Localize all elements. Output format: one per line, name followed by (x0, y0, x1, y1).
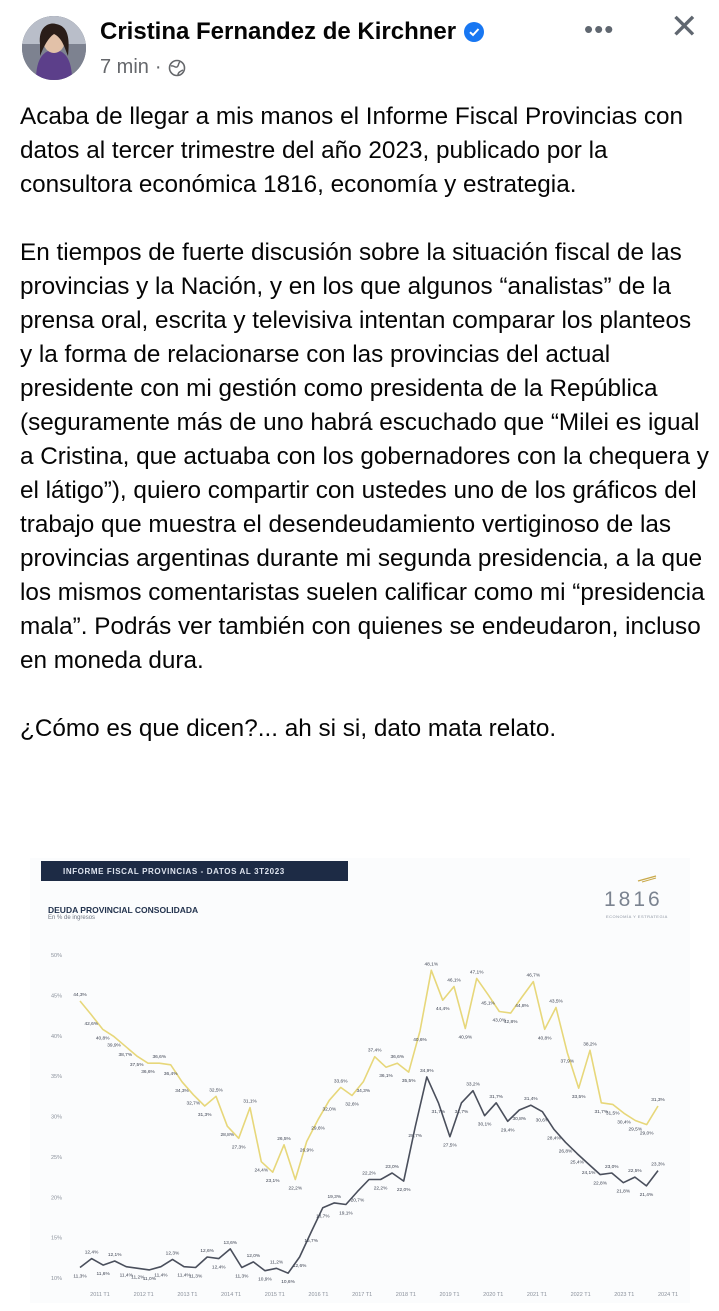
post-time[interactable]: 7 min (100, 56, 149, 78)
data-label: 31,7% (454, 1109, 469, 1115)
data-label: 36,6% (152, 1055, 167, 1061)
data-label: 29,4% (500, 1128, 515, 1134)
data-label: 32,0% (322, 1107, 337, 1113)
x-tick-label: 2020 T1 (483, 1292, 504, 1298)
author-name-text[interactable]: Cristina Fernandez de Kirchner (100, 18, 457, 45)
data-label: 28,8% (220, 1133, 235, 1139)
x-tick-label: 2019 T1 (439, 1292, 460, 1298)
data-label: 36,6% (141, 1070, 155, 1076)
data-label: 23,0% (385, 1165, 399, 1171)
data-label: 47,1% (469, 970, 484, 976)
data-label: 26,9% (299, 1148, 314, 1154)
data-label: 43,5% (549, 999, 563, 1005)
data-label: 19,3% (327, 1194, 342, 1200)
data-label: 11,3% (188, 1274, 203, 1280)
y-tick-label: 10% (50, 1276, 62, 1282)
data-label: 31,5% (605, 1111, 620, 1117)
x-tick-label: 2023 T1 (614, 1292, 635, 1298)
data-label: 29,6% (311, 1126, 325, 1132)
author-avatar[interactable] (22, 16, 86, 80)
data-label: 25,4% (570, 1160, 584, 1166)
data-label: 40,6% (413, 1037, 427, 1043)
data-label: 28,4% (547, 1136, 561, 1142)
author-name[interactable] (100, 18, 484, 46)
x-tick-label: 2014 T1 (221, 1292, 242, 1298)
data-label: 44,3% (73, 993, 87, 999)
post-meta (100, 56, 186, 79)
y-tick-label: 15% (50, 1235, 62, 1242)
data-label: 22,2% (362, 1171, 376, 1177)
data-label: 46,1% (447, 978, 461, 984)
data-label: 23,1% (265, 1179, 280, 1185)
data-label: 11,4% (154, 1273, 168, 1279)
data-label: 40,8% (537, 1036, 552, 1042)
data-label: 15,7% (304, 1238, 319, 1244)
data-label: 34,3% (356, 1088, 371, 1094)
data-label: 18,7% (315, 1214, 330, 1220)
data-label: 33,5% (571, 1095, 586, 1101)
data-label: 33,2% (466, 1082, 480, 1088)
data-label: 30,8% (512, 1117, 527, 1123)
data-label: 26,8% (558, 1149, 573, 1155)
data-label: 38,7% (118, 1053, 133, 1059)
data-label: 22,8% (593, 1181, 608, 1187)
data-label: 26,5% (277, 1136, 291, 1142)
data-label: 20,7% (350, 1198, 365, 1204)
x-tick-label: 2018 T1 (395, 1292, 416, 1298)
data-label: 46,7% (526, 973, 541, 979)
data-label: 36,6% (390, 1055, 405, 1061)
y-tick-label: 50% (50, 953, 62, 959)
data-label: 40,9% (458, 1035, 473, 1041)
data-label: 29,0% (639, 1131, 654, 1137)
y-tick-label: 25% (50, 1154, 62, 1161)
chart-title: DEUDA PROVINCIAL CONSOLIDADA (48, 905, 199, 915)
data-label: 11,3% (73, 1274, 87, 1280)
data-label: 11,6% (96, 1272, 110, 1278)
data-label: 34,9% (419, 1068, 434, 1074)
post-header (0, 0, 719, 92)
data-label: 45,1% (481, 1001, 495, 1007)
data-label: 37,9% (560, 1059, 575, 1065)
data-label: 37,4% (367, 1048, 382, 1054)
close-button[interactable]: ✕ (670, 8, 699, 46)
data-label: 21,8% (616, 1189, 631, 1195)
data-label: 22,0% (396, 1188, 411, 1194)
data-label: 31,4% (524, 1097, 538, 1103)
data-label: 22,2% (288, 1186, 303, 1192)
y-tick-label: 45% (50, 993, 62, 1000)
verified-badge-icon (464, 22, 484, 42)
data-label: 30,6% (535, 1118, 550, 1124)
data-label: 33,6% (333, 1079, 348, 1085)
post-paragraph: En tiempos de fuerte discusión sobre la situación fiscal de las provincias y la Nación, y en los que algunos “analistas” de la prensa oral, escrita y televisiva intentan comparar los planteos y la forma de relacionarse con las provincias del actual presidente con mi gestión como presidenta de la República (seguramente más de uno habrá escuchado que “Milei es igual a Cristina, que actuaba con los gobernadores con la chequera y el látigo”), quiero compartir con ustedes uno de los gráficos del trabajo que muestra el desendeudamiento vertiginoso de las provincias argentinas durante mi segunda presidencia, a la que los mismos comentaristas suelen calificar como mi “presidencia mala”. Podrás ver también con quienes se endeudaron, incluso en moneda dura. (20, 239, 709, 674)
data-label: 12,4% (84, 1250, 99, 1256)
x-tick-label: 2012 T1 (133, 1292, 154, 1298)
data-label: 10,6% (281, 1280, 295, 1286)
data-label: 24,4% (254, 1168, 269, 1174)
data-label: 19,1% (339, 1211, 353, 1217)
x-tick-label: 2015 T1 (264, 1292, 285, 1298)
data-label: 11,4% (119, 1273, 133, 1279)
data-label: 28,7% (408, 1133, 423, 1139)
x-tick-label: 2011 T1 (90, 1292, 110, 1298)
data-label: 31,3% (651, 1098, 665, 1104)
meta-separator: · (154, 56, 162, 78)
data-label: 12,6% (200, 1249, 214, 1255)
x-tick-label: 2013 T1 (177, 1292, 198, 1298)
data-label: 11,2% (131, 1275, 145, 1281)
data-label: 11,3% (235, 1274, 249, 1280)
data-label: 27,5% (443, 1143, 457, 1149)
post-body (20, 100, 710, 780)
x-tick-label: 2017 T1 (352, 1292, 373, 1298)
data-label: 12,3% (165, 1251, 180, 1257)
x-tick-label: 2021 T1 (526, 1292, 547, 1298)
data-label: 31,3% (197, 1113, 212, 1119)
chart-subtitle: En % de ingresos (48, 915, 96, 921)
post-image-chart[interactable] (30, 858, 690, 1303)
data-label: 42,6% (84, 1021, 99, 1027)
globe-icon (168, 59, 186, 77)
data-label: 40,8% (95, 1036, 110, 1042)
data-label: 31,1% (243, 1099, 257, 1105)
data-label: 38,2% (583, 1042, 597, 1048)
chart-logo: 1816 (604, 888, 663, 911)
data-label: 24,1% (581, 1171, 596, 1177)
data-label: 21,4% (639, 1192, 654, 1198)
data-label: 31,7% (489, 1094, 503, 1100)
data-label: 13,6% (223, 1240, 238, 1246)
data-label: 34,3% (175, 1088, 189, 1094)
data-label: 32,6% (345, 1102, 359, 1108)
y-tick-label: 20% (50, 1195, 62, 1202)
data-label: 36,4% (163, 1071, 178, 1077)
data-label: 43,0% (492, 1018, 507, 1024)
x-tick-label: 2016 T1 (308, 1292, 329, 1298)
x-tick-label: 2024 T1 (657, 1292, 679, 1298)
data-label: 23,0% (604, 1165, 619, 1171)
data-label: 11,0% (142, 1276, 156, 1282)
data-label: 32,5% (209, 1088, 223, 1094)
data-label: 35,5% (401, 1079, 416, 1085)
data-label: 11,2% (269, 1260, 284, 1266)
data-label: 30,4% (617, 1120, 631, 1126)
chart-banner: INFORME FISCAL PROVINCIAS - DATOS AL 3T2023 (41, 861, 348, 881)
data-label: 32,7% (186, 1101, 201, 1107)
y-tick-label: 35% (50, 1074, 62, 1081)
x-tick-label: 2022 T1 (570, 1292, 591, 1298)
data-label: 10,9% (258, 1277, 272, 1283)
data-label: 29,5% (628, 1127, 643, 1133)
data-label: 22,2% (373, 1186, 388, 1192)
data-label: 31,7% (431, 1109, 446, 1115)
data-label: 39,9% (107, 1043, 121, 1049)
more-options-button[interactable]: ••• (584, 14, 615, 44)
chart-logo-subtitle: ECONOMÍA Y ESTRATEGIA (606, 914, 668, 919)
data-label: 12,0% (246, 1253, 261, 1259)
data-label: 48,1% (424, 962, 439, 968)
data-label: 37,5% (129, 1062, 144, 1068)
data-label: 36,1% (379, 1074, 393, 1080)
data-label: 12,6% (292, 1264, 307, 1270)
post-paragraph: Acaba de llegar a mis manos el Informe Fiscal Provincias con datos al tercer trimestre del año 2023, publicado por la consultora económica 1816, economía y estrategia. (20, 103, 684, 198)
data-label: 27,3% (231, 1145, 246, 1151)
data-label: 30,1% (477, 1122, 492, 1128)
data-label: 42,8% (503, 1020, 518, 1026)
data-label: 31,7% (594, 1109, 609, 1115)
y-tick-label: 30% (50, 1114, 62, 1121)
line-chart (30, 858, 690, 1303)
data-label: 44,8% (515, 1003, 529, 1009)
data-label: 23,3% (651, 1162, 665, 1168)
data-label: 44,4% (435, 1007, 450, 1013)
post-paragraph: ¿Cómo es que dicen?... ah si si, dato mata relato. (20, 715, 557, 742)
data-label: 11,4% (177, 1273, 191, 1279)
data-label: 12,4% (211, 1265, 226, 1271)
data-label: 22,5% (628, 1169, 642, 1175)
data-label: 12,1% (107, 1253, 122, 1259)
y-tick-label: 40% (50, 1033, 62, 1040)
